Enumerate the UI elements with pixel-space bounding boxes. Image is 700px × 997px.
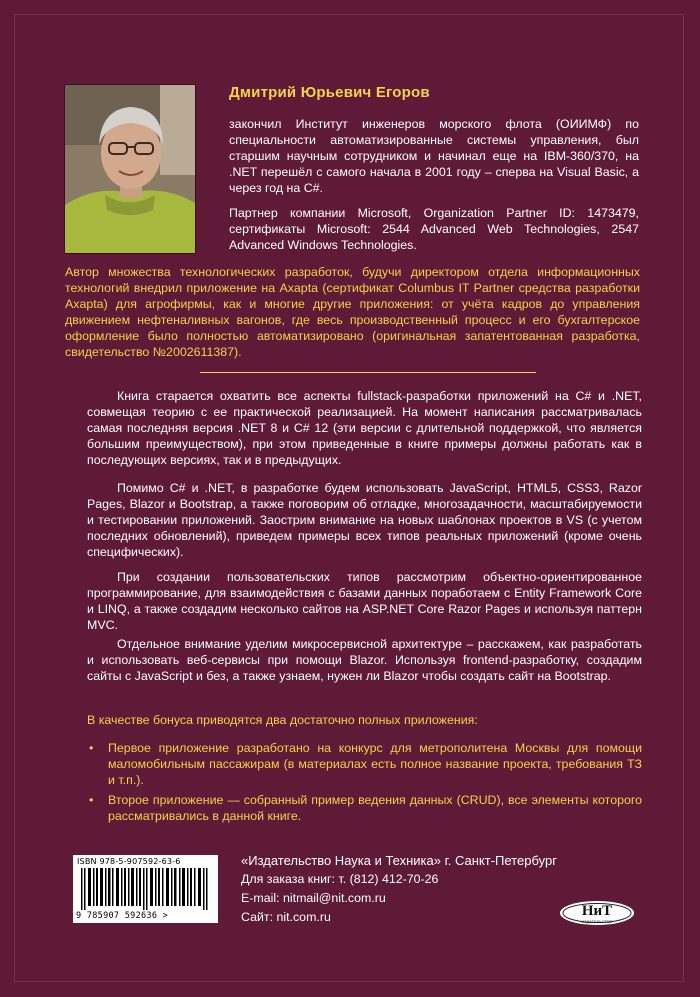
publisher-email: E-mail: nitmail@nit.com.ru — [241, 891, 386, 905]
author-bio-education: закончил Институт инженеров морского флота (ОИИМФ) по специальности автоматизированные системы управления, был старшим научным сотрудником и начинал еще на IBM-360/370, на .NET перешёл с самого начала в 2001 году – сперва на Visual Basic, а через год на C#. — [229, 117, 639, 195]
publisher-name: «Издательство Наука и Техника» г. Санкт-Петербург — [241, 853, 557, 868]
logo-subtext: ИЗДАТЕЛЬСТВО — [581, 919, 613, 924]
ean-digits: 9 785907 592636 > — [76, 911, 169, 921]
publisher-order-phone: Для заказа книг: т. (812) 412-70-26 — [241, 872, 439, 886]
publisher-site: Сайт: nit.com.ru — [241, 910, 331, 924]
author-name: Дмитрий Юрьевич Егоров — [229, 84, 430, 101]
author-photo — [64, 84, 196, 254]
bonus-list — [89, 740, 642, 828]
section-divider — [200, 372, 536, 373]
bonus-item-text: Первое приложение разработано на конкурс для метрополитена Москвы для помощи маломобильным пассажирам (в материалах есть полное название проекта, требования ТЗ и т.п.). — [108, 741, 642, 787]
author-bio-achievements: Автор множества технологических разработок, будучи директором отдела информационных технологий внедрил приложение на Axapta (сертификат Columbus IT Partner средства разработки Axapta) для агрофирмы, как и многие другие приложения: от учёта кадров до управления движением нефтеналивных вагонов, где весь производственный процесс и его бухгалтерское оформление было полностью автоматизировано (оригинальная запатентованная разработка, свидетельство №2002611387). — [65, 265, 640, 359]
bonus-item — [89, 740, 642, 788]
isbn-barcode — [73, 855, 218, 923]
logo-text: НиТ — [581, 903, 613, 919]
description-paragraph-3: При создании пользовательских типов рассмотрим объектно-ориентированное программирование, для взаимодействия с базами данных поработаем с Entity Framework Core и LINQ, а также создадим несколько сайтов на ASP.NET Core Razor Pages и используя паттерн MVC. — [87, 570, 642, 632]
bullet-icon: • — [89, 793, 94, 807]
isbn-number: ISBN 978-5-907592-63-6 — [77, 857, 181, 866]
author-bio-certificates: Партнер компании Microsoft, Organization Partner ID: 1473479, сертификаты Microsoft: 2544 Advanced Web Technologies, 2547 Advanced Windows Technologies. — [229, 206, 639, 252]
bonus-item — [89, 792, 642, 824]
bullet-icon: • — [89, 741, 94, 755]
bonus-item-text: Второе приложение — собранный пример ведения данных (CRUD), все элементы которого рассматривались в данной книге. — [108, 793, 642, 823]
description-paragraph-1: Книга старается охватить все аспекты fullstack-разработки приложений на C# и .NET, совмещая теорию с ее практической реализацией. На момент написания рассматривалась самая последняя версия .NET 8 и C# 12 (эти версии с длительной поддержкой, что является большим преимуществом), при этом приведенные в книге примеры должны работать как в последующих версиях, так и в предыдущих. — [87, 389, 642, 467]
bonus-intro: В качестве бонуса приводятся два достаточно полных приложения: — [87, 713, 478, 727]
description-paragraph-4: Отдельное внимание уделим микросервисной архитектуре – расскажем, как разработать и использовать веб-сервисы при помощи Blazor. Используя frontend-разработку, создадим сайты с JavaScript и без, а также узнаем, нужен ли Blazor чтобы создать сайт на Bootstrap. — [87, 637, 642, 683]
barcode-icon — [81, 868, 211, 910]
publisher-logo-icon — [558, 893, 636, 927]
description-paragraph-2: Помимо C# и .NET, в разработке будем использовать JavaScript, HTML5, CSS3, Razor Pages, Blazor и Bootstrap, а также поговорим об отладке, многозадачности, масштабируемости и тестировании приложений. Заострим внимание на новых шаблонах проектов в VS (с учетом последних обновлений), приведем примеры всех типов реальных приложений (кроме очень специфических). — [87, 481, 642, 559]
